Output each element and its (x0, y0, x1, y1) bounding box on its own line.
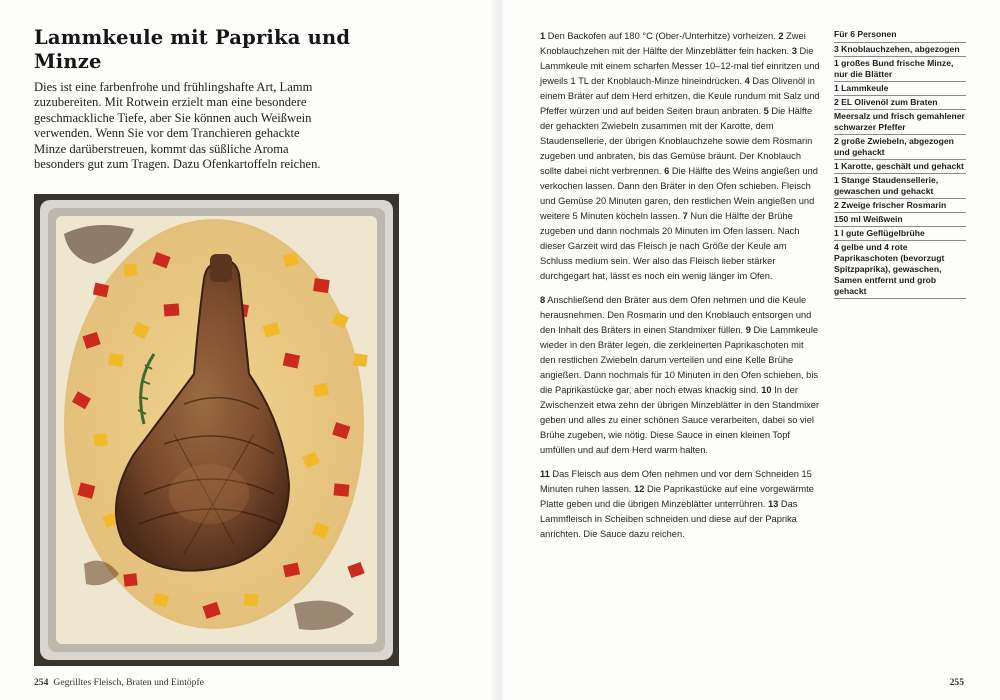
step-text: Die Hälfte der gehackten Zwiebeln zusammen mit der Karotte, dem Staudensellerie, der übrigen Knoblauchzehe sowie dem Rosmarin zugeben und anbraten, bis das Gemüse bräunt. Der Knoblauch sollte dabei nicht verbrennen. (540, 106, 813, 176)
step-text: Den Backofen auf 180 °C (Ober-/Unterhitze) vorheizen. (547, 31, 776, 41)
steps-paragraph (540, 29, 820, 284)
step-text: Die Hälfte des Weins angießen und verkochen lassen. Dann den Bräter in den Ofen schieben. Fleisch und Gemüse 20 Minuten garen, den restlichen Wein angießen und weitere 5 Minuten köcheln lassen. (540, 166, 818, 221)
step-text: Zwei Knoblauchzehen mit der Hälfte der Minzeblätter fein hacken. (540, 31, 806, 56)
step-number: 12 (634, 484, 645, 494)
step-number: 6 (664, 166, 670, 176)
ingredient-item: 1 großes Bund frische Minze, nur die Blätter (834, 56, 966, 81)
step-number: 5 (763, 106, 769, 116)
ingredient-item: 2 Zweige frischer Rosmarin (834, 198, 966, 212)
steps-paragraph (540, 467, 820, 542)
step-number: 9 (745, 325, 751, 335)
step-text: In der Zwischenzeit etwa zehn der übrigen Minzeblätter in den Standmixer geben und alles zu einer schönen Sauce verarbeiten, dabei so viel Brühe zugeben, wie nötig. Diese Sauce in einen kleinen Topf umfüllen und auf dem Herd warm halten. (540, 385, 820, 455)
page-number-left: 254 (34, 677, 49, 688)
steps-paragraph (540, 293, 820, 458)
ingredient-item: 2 EL Olivenöl zum Braten (834, 95, 966, 109)
footer-left (34, 677, 204, 688)
step-text: Anschließend den Bräter aus dem Ofen nehmen und die Keule herausnehmen. Den Rosmarin und den Knoblauch entsorgen und den Inhalt des Bräters in einen Standmixer füllen. (540, 295, 812, 335)
step-number: 2 (778, 31, 784, 41)
recipe-title: Lammkeule mit Paprika und Minze (34, 26, 351, 73)
servings-label: Für 6 Personen (834, 29, 897, 39)
step-number: 10 (761, 385, 772, 395)
step-number: 8 (540, 295, 546, 305)
ingredient-item: 2 große Zwiebeln, abgezogen und gehackt (834, 134, 966, 159)
step-text: Die Lammkeule mit einem scharfen Messer 10–12-mal tief einritzen und jeweils 1 TL der Knoblauch-Minze hineindrücken. (540, 46, 820, 86)
recipe-photo (34, 194, 399, 666)
recipe-steps (540, 29, 820, 551)
step-number: 11 (540, 469, 550, 479)
step-text: Die Paprikastücke auf eine vorgewärmte Platte geben und die übrigen Minzeblätter unterrühren. (540, 484, 814, 509)
left-page (0, 0, 497, 700)
step-text: Die Lammkeule wieder in den Bräter legen, die zerkleinerten Paprikaschoten mit den restlichen Zwiebeln darum verteilen und eine Kelle Brühe angießen. Dann nochmals für 10 Minuten in den Ofen schieben, bis die Paprikastücke gar, aber noch etwas knackig sind. (540, 325, 819, 395)
step-text: Das Fleisch aus dem Ofen nehmen und vor dem Schneiden 15 Minuten ruhen lassen. (540, 469, 812, 494)
ingredient-item: 1 l gute Geflügelbrühe (834, 226, 966, 240)
step-number: 3 (791, 46, 797, 56)
step-number: 7 (682, 211, 688, 221)
ingredient-item: Meersalz und frisch gemahlener schwarzer Pfeffer (834, 111, 965, 132)
step-text: Das Olivenöl in einem Bräter auf dem Herd erhitzen, die Keule rundum mit Salz und Pfeffer würzen und auf beiden Seiten braun anbraten. (540, 76, 820, 116)
page-number-right: 255 (949, 677, 964, 688)
roasted-lamb-photo-icon (34, 194, 399, 666)
step-text: Nun die Hälfte der Brühe zugeben und dann nochmals 20 Minuten im Ofen lassen. Nach dieser Garzeit wird das Fleisch je nach Größe der Keule am Schluss medium sein. Wer also das Fleisch lieber stärker durchgegart hat, lässt es noch ein wenig länger im Ofen. (540, 211, 800, 281)
step-number: 13 (767, 499, 779, 509)
step-number: 4 (744, 76, 750, 86)
step-text: Das Lammfleisch in Scheiben schneiden und diese auf der Paprika anrichten. Die Sauce dazu reichen. (540, 499, 798, 539)
step-number: 1 (540, 31, 546, 41)
ingredient-item: 3 Knoblauchzehen, abgezogen (834, 42, 966, 56)
ingredients-list (834, 42, 966, 299)
ingredient-item: 1 Lammkeule (834, 81, 966, 95)
ingredient-item: 1 Stange Staudensellerie, gewaschen und gehackt (834, 173, 966, 198)
ingredient-item: 1 Karotte, geschält und gehackt (834, 159, 966, 173)
chapter-title: Gegrilltes Fleisch, Braten und Eintöpfe (53, 677, 204, 688)
ingredients-box (834, 29, 966, 299)
ingredient-item: 150 ml Weißwein (834, 212, 966, 226)
ingredient-item: 4 gelbe und 4 rote Paprikaschoten (bevorzugt Spitzpaprika), gewaschen, Samen entfernt und grob gehackt (834, 240, 966, 299)
recipe-intro: Dies ist eine farbenfrohe und frühlingshafte Art, Lamm zuzubereiten. Mit Rotwein erzielt man eine besondere geschmackliche Tiefe, aber Sie können auch Weißwein verwenden. Wenn Sie vor dem Tranchieren gehackte Minze darüberstreuen, kommt das süßliche Aroma besonders gut zum Tragen. Dazu Ofenkartoffeln reichen. (34, 80, 321, 172)
